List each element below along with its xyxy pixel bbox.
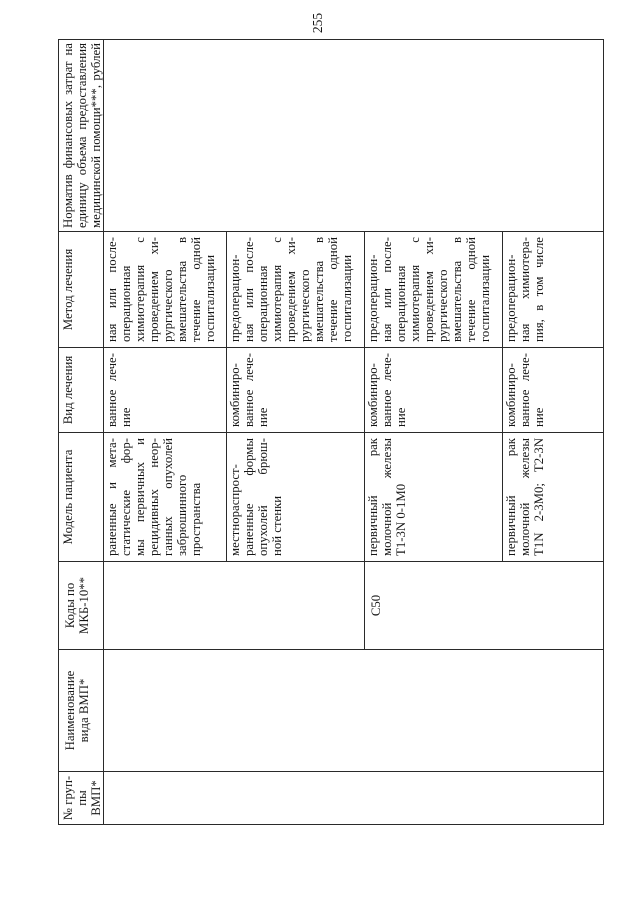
page-number: 255 — [310, 12, 325, 34]
header-cost-norm — [58, 39, 104, 232]
text-line: ние — [394, 407, 408, 427]
text-line: рецидивных неор- — [147, 438, 161, 556]
text-line: течение одной — [189, 237, 203, 342]
text-line: местнораспрост- — [228, 464, 242, 556]
icd-code: C50 — [369, 594, 383, 617]
header-treatment-method — [58, 231, 104, 348]
text-line: госпитализации — [340, 254, 354, 342]
text-line: течение одной — [464, 237, 478, 342]
text-line: госпитализации — [203, 254, 217, 342]
text-line: вмешательства в — [450, 237, 464, 342]
text-line: комбиниро- — [504, 363, 518, 427]
header-line: Наименование — [63, 670, 77, 751]
text-line: операционная — [119, 265, 133, 342]
header-line: пы — [75, 790, 89, 806]
text-line: ная или после- — [380, 237, 394, 342]
text-line: опухолей брюш- — [256, 438, 270, 556]
cell-treatment-type — [226, 347, 365, 433]
text-line: молочной железы — [518, 438, 532, 556]
text-line: госпитализации — [478, 254, 492, 342]
header-line: № груп- — [61, 775, 75, 821]
text-line: ванное лече- — [380, 353, 394, 427]
cell-treatment-type — [103, 347, 227, 433]
text-line: ванное лече- — [242, 353, 256, 427]
header-line: единицу объема предоставления — [75, 43, 89, 228]
text-line: ние — [119, 407, 133, 427]
cell-treatment-method — [364, 231, 503, 348]
cell-treatment-type — [502, 347, 604, 433]
text-line: вмешательства в — [312, 237, 326, 342]
cell-patient-model — [226, 432, 365, 562]
cell-patient-model — [103, 432, 227, 562]
text-line: ная химиотера- — [518, 237, 532, 342]
cell-treatment-method — [103, 231, 227, 348]
header-vmp-name — [58, 649, 104, 772]
text-line: комбиниро- — [228, 363, 242, 427]
header-line: Модель пациента — [61, 449, 75, 545]
text-line: ние — [256, 407, 270, 427]
header-treatment-type — [58, 347, 104, 433]
cell-cost-norm — [103, 39, 604, 232]
text-line: ная или после- — [242, 237, 256, 342]
text-line: проведением хи- — [422, 237, 436, 342]
cell-treatment-method — [226, 231, 365, 348]
text-line: первичный рак — [504, 438, 518, 556]
cell-patient-model — [502, 432, 604, 562]
text-line: ная или после- — [105, 237, 119, 342]
text-line: пия, в том числе — [532, 237, 546, 342]
text-line: мы первичных и — [133, 438, 147, 556]
text-line: предоперацион- — [504, 254, 518, 342]
text-line: ние — [532, 407, 546, 427]
header-line: медицинской помощи***, рублей — [89, 43, 103, 228]
text-line: комбиниро- — [366, 363, 380, 427]
text-line: рургического — [436, 269, 450, 342]
header-line: МКБ-10** — [77, 576, 91, 635]
header-line: Вид лечения — [61, 355, 75, 425]
text-line: T1N 2-3M0; T2-3N — [532, 438, 546, 556]
cell-treatment-type — [364, 347, 503, 433]
header-icd-codes — [58, 561, 104, 650]
text-line: рургического — [298, 269, 312, 342]
text-line: операционная — [256, 265, 270, 342]
text-line: химиотерапия с — [270, 237, 284, 342]
text-line: рургического — [161, 269, 175, 342]
header-line: Норматив финансовых затрат на — [61, 43, 75, 228]
text-line: операционная — [394, 265, 408, 342]
text-line: забрюшинного — [175, 474, 189, 556]
text-line: проведением хи- — [284, 237, 298, 342]
text-line: вмешательства в — [175, 237, 189, 342]
text-line: ной стенки — [270, 495, 284, 556]
text-line: первичный рак — [366, 438, 380, 556]
header-group-number — [58, 771, 104, 825]
text-line: T1-3N 0-1M0 — [394, 483, 408, 556]
cell-icd-codes-c50 — [364, 561, 604, 650]
header-line: Метод лечения — [61, 248, 75, 331]
cell-icd-codes-previous — [103, 561, 365, 650]
cell-treatment-method — [502, 231, 604, 348]
header-line: вида ВМП* — [77, 678, 91, 743]
header-patient-model — [58, 432, 104, 562]
header-line: ВМП* — [89, 780, 103, 816]
text-line: ганных опухолей — [161, 438, 175, 556]
cell-group-number — [103, 771, 604, 825]
text-line: раненные формы — [242, 438, 256, 556]
text-line: предоперацион- — [366, 254, 380, 342]
text-line: ванное лече- — [105, 353, 119, 427]
text-line: предоперацион- — [228, 254, 242, 342]
text-line: химиотерапия с — [408, 237, 422, 342]
text-line: ванное лече- — [518, 353, 532, 427]
text-line: раненные и мета- — [105, 438, 119, 556]
text-line: течение одной — [326, 237, 340, 342]
vmp-table — [58, 39, 604, 825]
header-line: Коды по — [63, 582, 77, 629]
text-line: проведением хи- — [147, 237, 161, 342]
text-line: молочной железы — [380, 438, 394, 556]
cell-vmp-name — [103, 649, 604, 772]
text-line: пространства — [189, 482, 203, 556]
text-line: химиотерапия с — [133, 237, 147, 342]
text-line: статические фор- — [119, 438, 133, 556]
cell-patient-model — [364, 432, 503, 562]
